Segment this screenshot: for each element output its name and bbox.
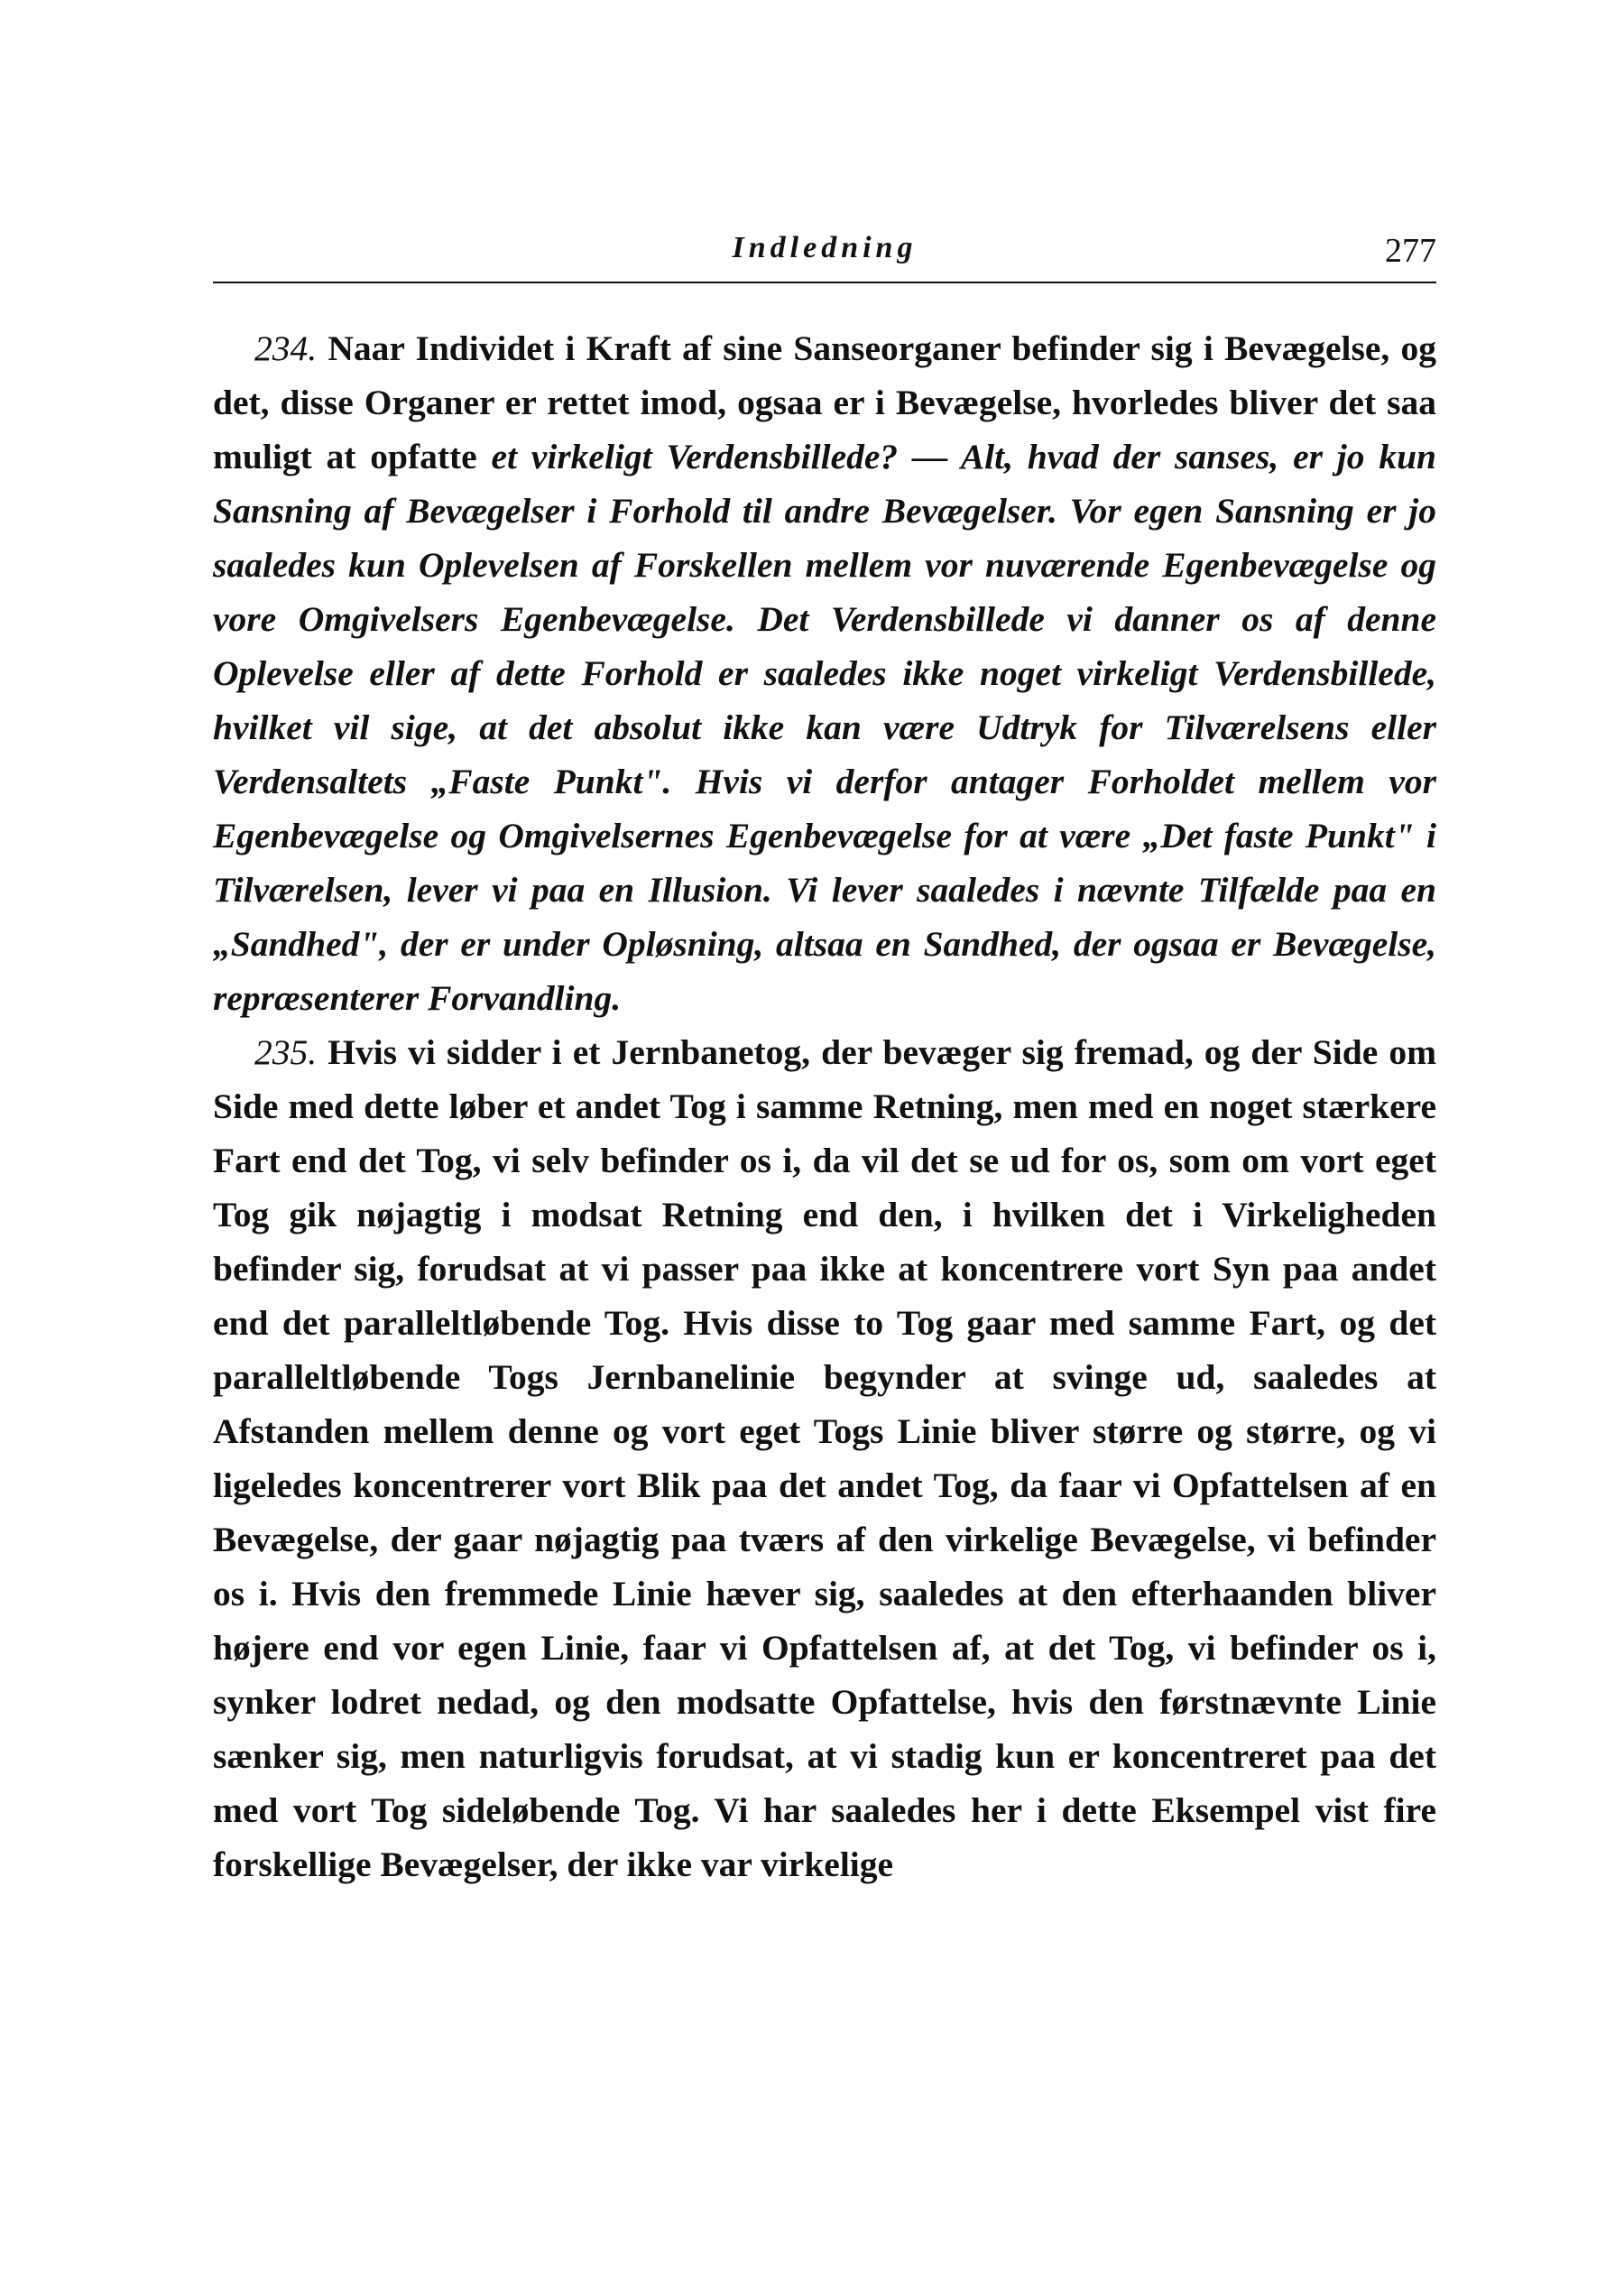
paragraph-text-roman: Hvis vi sidder i et Jernbanetog, der bevæger sig fremad, og der Side om Side med dette løber et andet Tog i samme Retning, men med en noget stærkere Fart end det Tog, vi selv befinder os i, da vil det se ud for os, som om vort eget Tog gik nøjagtig i modsat Retning end den, i hvilken det i Virkeligheden befinder sig, forudsat at vi passer paa ikke at koncentrere vort Syn paa andet end det paralleltløbende Tog. Hvis disse to Tog gaar med samme Fart, og det paralleltløbende Togs Jernbanelinie begynder at svinge ud, saaledes at Afstanden mellem denne og vort eget Togs Linie bliver større og større, og vi ligeledes koncentrerer vort Blik paa det andet Tog, da faar vi Opfattelsen af en Bevægelse, der gaar nøjagtig paa tværs af den virkelige Bevægelse, vi befinder os i. Hvis den fremmede Linie hæver sig, saaledes at den efterhaanden bliver højere end vor egen Linie, faar vi Opfattelsen af, at det Tog, vi befinder os i, synker lodret nedad, og den modsatte Opfattelse, hvis den førstnævnte Linie sænker sig, men naturligvis forudsat, at vi stadig kun er koncentreret paa det med vort Tog sideløbende Tog. Vi har saaledes her i dette Eksempel vist fire forskellige Bevægelser, der ikke var virkelige [213, 1032, 1436, 1884]
paragraph-number: 235. [254, 1032, 318, 1072]
paragraph-text-italic: et virkeligt Verdensbillede? — Alt, hvad der sanses, er jo kun Sansning af Bevægelser i Forhold til andre Bevægelser. Vor egen Sansning er jo saaledes kun Oplevelsen af Forskellen mellem vor nuværende Egenbevægelse og vore Omgivelsers Egenbevægelse. Det Verdensbillede vi danner os af denne Oplevelse eller af dette Forhold er saaledes ikke noget virkeligt Verdensbillede, hvilket vil sige, at det absolut ikke kan være Udtryk for Tilværelsens eller Verdensaltets „Faste Punkt". Hvis vi derfor antager Forholdet mellem vor Egenbevægelse og Omgivelsernes Egenbevægelse for at være „Det faste Punkt" i Tilværelsen, lever vi paa en Illusion. Vi lever saaledes i nævnte Tilfælde paa en „Sandhed", der er under Opløsning, altsaa en Sandhed, der ogsaa er Bevægelse, repræsenterer Forvandling. [213, 437, 1436, 1018]
body-text [213, 321, 1436, 1891]
book-page [213, 226, 1436, 1891]
paragraph-number: 234. [254, 328, 318, 368]
header-rule [213, 282, 1436, 283]
page-header [213, 226, 1436, 282]
running-title: Indledning [732, 231, 918, 264]
paragraph-235 [213, 1025, 1436, 1891]
paragraph-text-roman: Naar Individet i Kraft af sine Sanseorganer befinder sig i Bevægelse, og det, disse Organer er rettet imod, ogsaa er i Bevægelse, hvorledes bliver det saa muligt at opfatte [213, 328, 1436, 476]
paragraph-234 [213, 321, 1436, 1025]
page-number: 277 [1385, 232, 1436, 270]
